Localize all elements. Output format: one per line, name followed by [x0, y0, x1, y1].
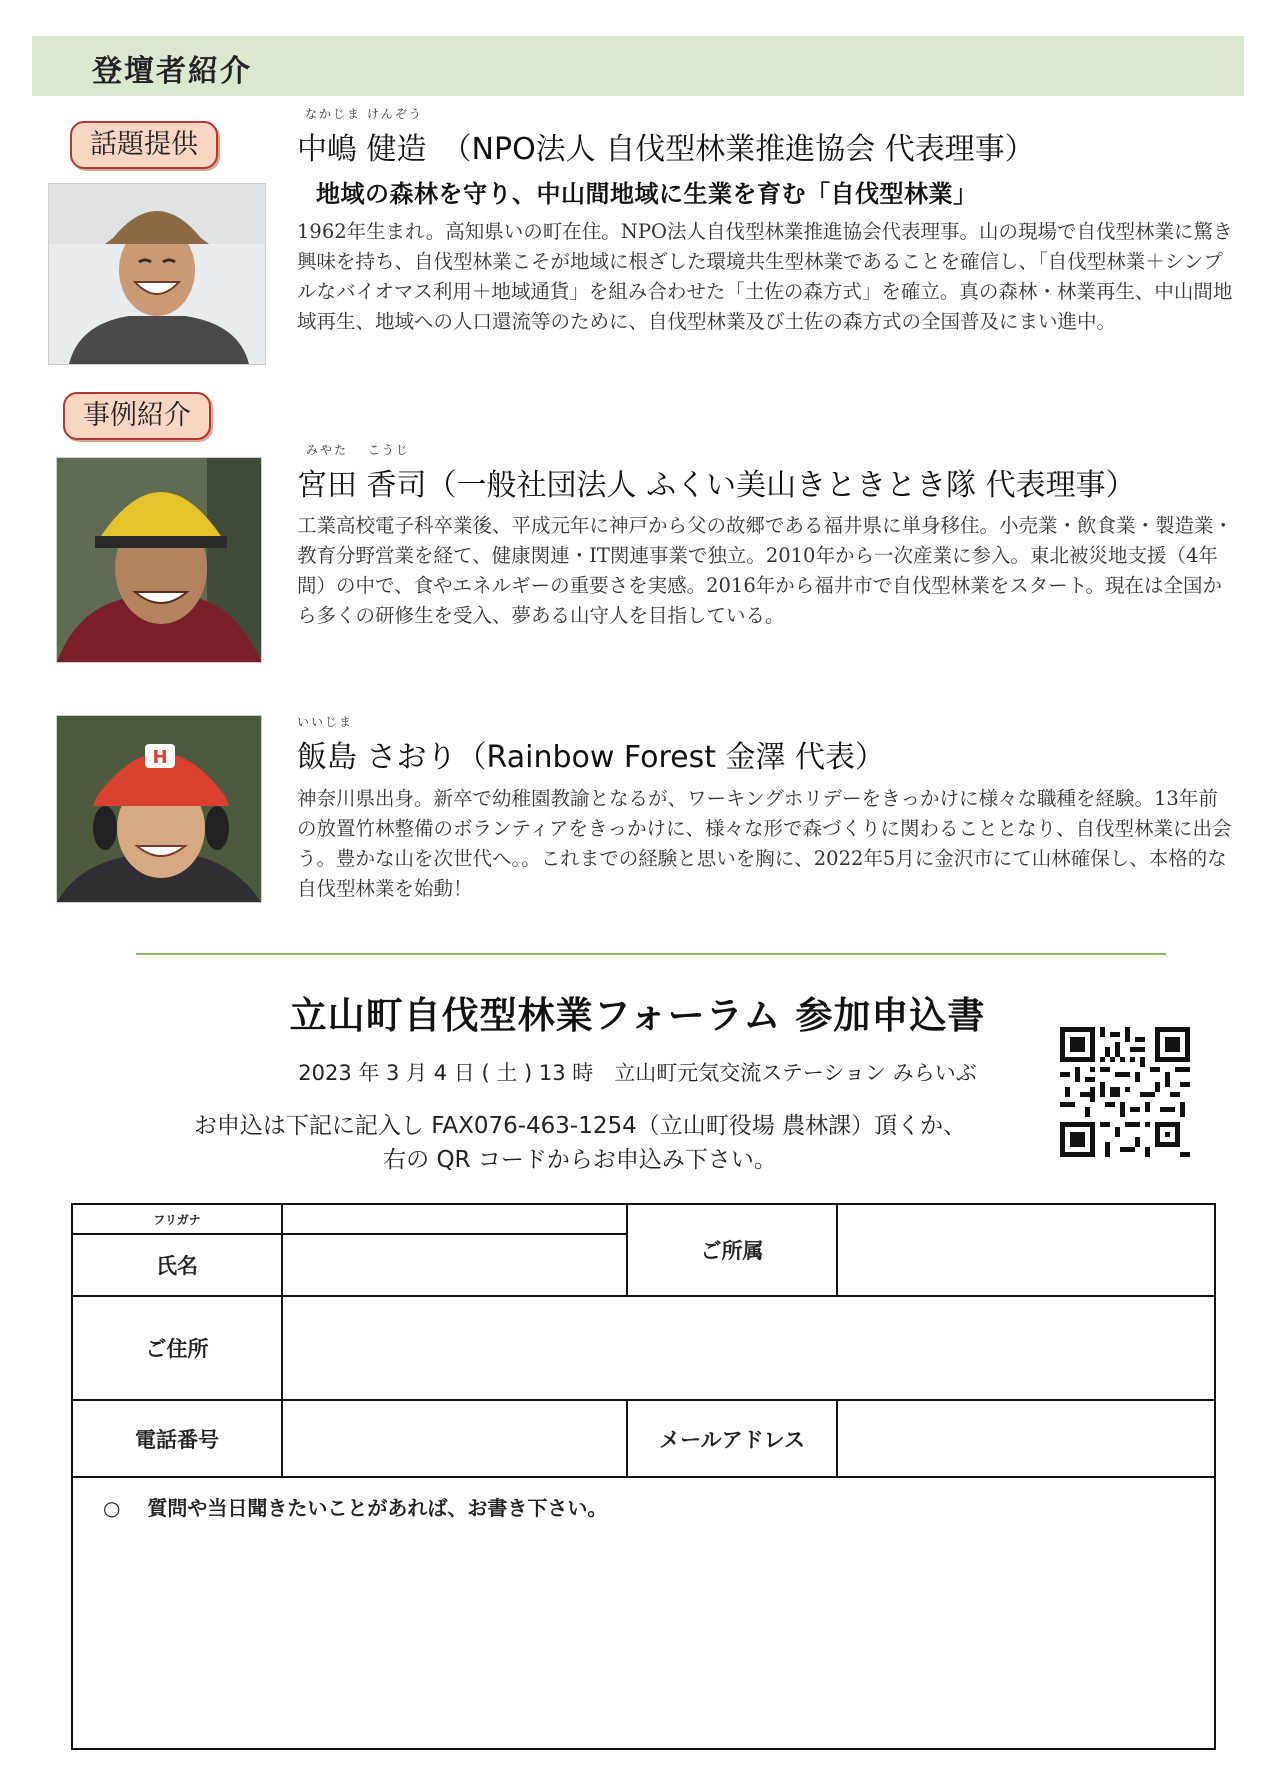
furigana-label: フリガナ: [72, 1204, 282, 1234]
address-label: ご住所: [72, 1296, 282, 1400]
speaker-2-bio: 工業高校電子科卒業後、平成元年に神戸から父の故郷である福井県に単身移住。小売業・飲食業・製造業・教育分野営業を経て、健康関連・IT関連事業で独立。2010年から一次産業に参入。東北被災地支援（4年間）の中で、食やエネルギーの重要さを実感。2016年から福井市で自伐型林業をスタート。現在は全国から多くの研修生を受入、夢ある山守人を目指している。: [297, 514, 1234, 627]
speaker-1-bio: 1962年生まれ。高知県いの町在住。NPO法人自伐型林業推進協会代表理事。山の現場で自伐型林業に驚き興味を持ち、自伐型林業こそが地域に根ざした環境共生型林業であることを確信し、「自伐型林業＋シンプルなバイオマス利用＋地域通貨」を組み合わせた「土佐の森方式」を確立。真の森林・林業再生、中山間地域再生、地域への人口還流等のために、自伐型林業及び土佐の森方式の全国普及にまい進中。: [297, 220, 1233, 333]
instruction-line-1: お申込は下記に記入し FAX076-463-1254（立山町役場 農林課）頂くか、: [193, 1113, 967, 1139]
speaker-1-name: 中嶋 健造 （NPO法人 自伐型林業推進協会 代表理事）: [297, 132, 1035, 167]
badge-topic: 話題提供: [70, 121, 218, 169]
phone-field[interactable]: [282, 1400, 627, 1477]
speaker-3-photo: [56, 715, 262, 903]
speaker-3-name: 飯島 さおり（Rainbow Forest 金澤 代表）: [297, 740, 886, 775]
section-divider: [136, 953, 1166, 955]
phone-label: 電話番号: [72, 1400, 282, 1477]
section-header-bar: [32, 36, 1244, 96]
speaker-2-photo: [56, 457, 262, 663]
qr-code[interactable]: [1060, 1027, 1190, 1157]
svg-text:H: H: [152, 747, 168, 768]
instruction-line-2: 右の QR コードからお申込み下さい。: [383, 1147, 777, 1173]
speaker-3-ruby: いいじま: [297, 715, 354, 729]
name-field[interactable]: [282, 1234, 627, 1296]
speaker-1-ruby: なかじま けんぞう: [305, 107, 423, 121]
application-form: [71, 1203, 1216, 1750]
speaker-3-bio: 神奈川県出身。新卒で幼稚園教諭となるが、ワーキングホリデーをきっかけに様々な職種を経験。13年前の放置竹林整備のボランティアをきっかけに、様々な形で森づくりに関わることとなり、自伐型林業に出会う。豊かな山を次世代へ。。これまでの経験と思いを胸に、2022年5月に金沢市にて山林確保し、本格的な自伐型林業を始動！: [297, 787, 1232, 900]
badge-case: 事例紹介: [63, 392, 211, 440]
form-title: 立山町自伐型林業フォーラム 参加申込書: [289, 994, 986, 1037]
questions-prompt: ○ 質問や当日聞きたいことがあれば、お書き下さい。: [103, 1496, 608, 1520]
section-header-title: 登壇者紹介: [92, 54, 252, 89]
event-details: 2023 年 3 月 4 日 ( 土 ) 13 時 立山町元気交流ステーション みらいぶ: [298, 1061, 977, 1085]
questions-field[interactable]: [72, 1477, 1215, 1749]
speaker-1-tagline: 地域の森林を守り、中山間地域に生業を育む「自伐型林業」: [316, 180, 978, 208]
speaker-1-photo: [48, 183, 266, 365]
affiliation-field[interactable]: [837, 1204, 1215, 1296]
affiliation-label: ご所属: [627, 1204, 837, 1296]
email-field[interactable]: [837, 1400, 1215, 1477]
name-label: 氏名: [72, 1234, 282, 1296]
furigana-field[interactable]: [282, 1204, 627, 1234]
speaker-2-name: 宮田 香司（一般社団法人 ふくい美山きときとき隊 代表理事）: [297, 468, 1136, 503]
address-field[interactable]: [282, 1296, 1215, 1400]
email-label: メールアドレス: [627, 1400, 837, 1477]
speaker-2-ruby: みやた こうじ: [306, 443, 410, 457]
